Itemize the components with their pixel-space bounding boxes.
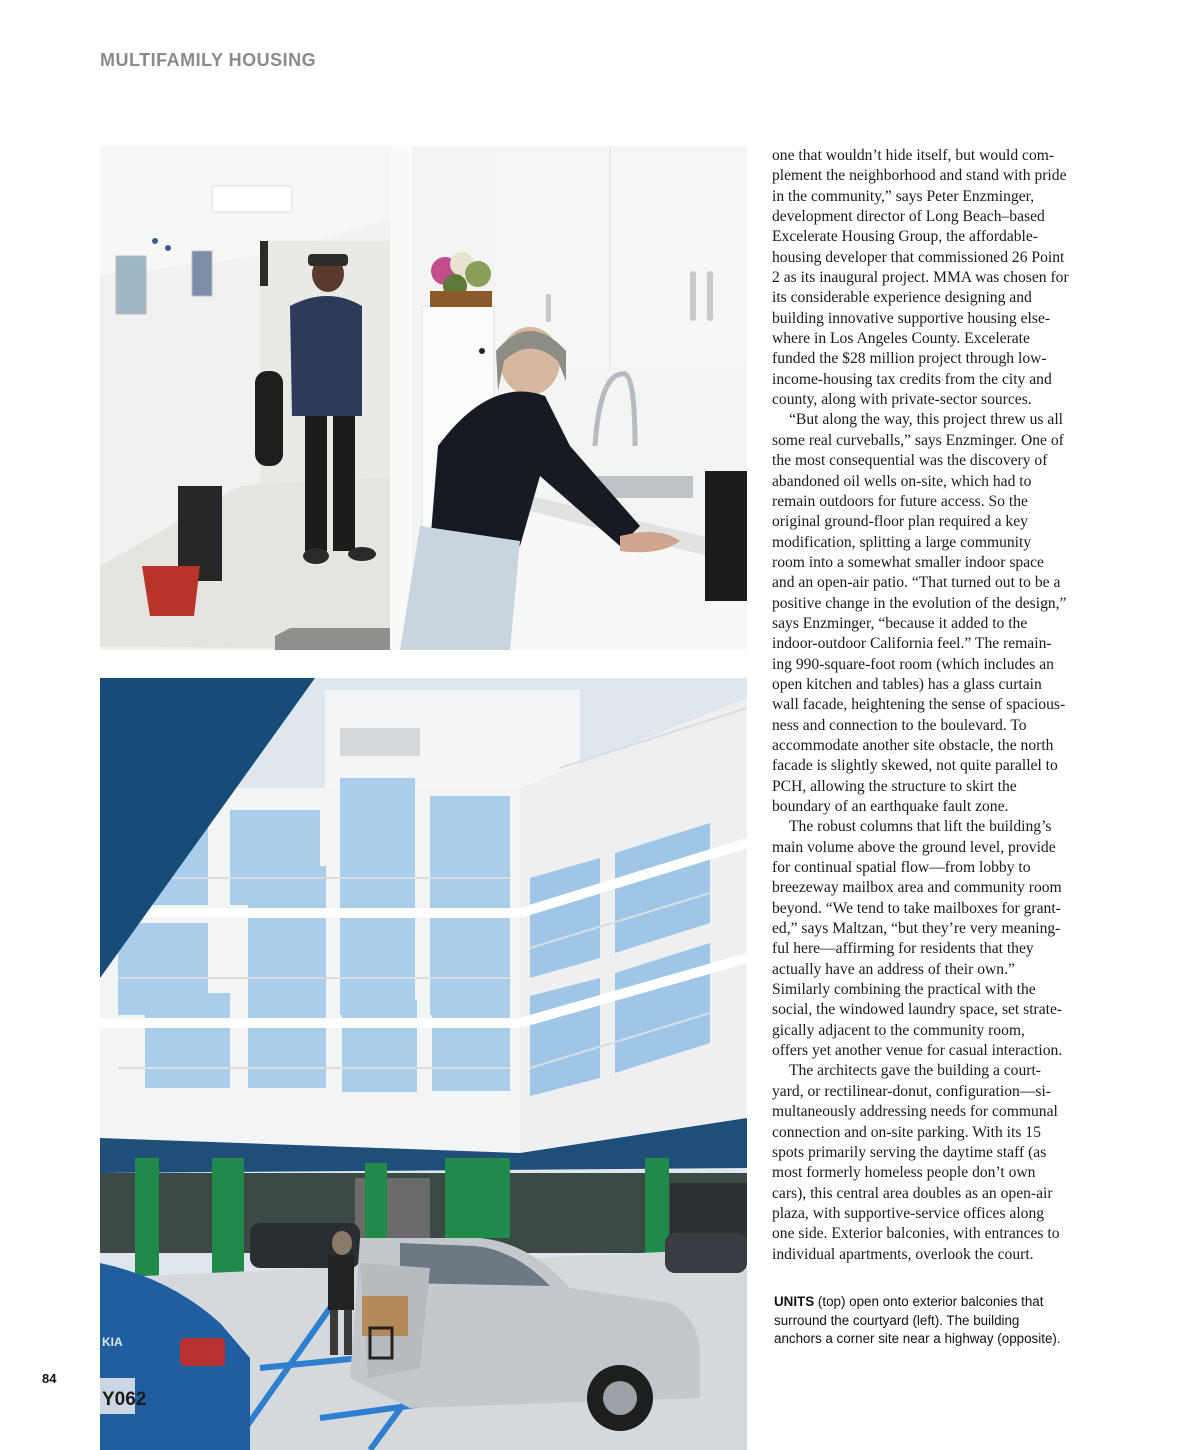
body-text-line: ing 990-square-foot room (which includes an [772, 655, 1054, 673]
body-text-line: in the community,” says Peter Enzminger, [772, 187, 1035, 205]
body-text-line: offers yet another venue for casual interaction. [772, 1042, 1063, 1060]
article-body-column [772, 146, 1084, 1265]
body-text-line: multaneously addressing needs for communal [772, 1103, 1058, 1121]
body-text-line: development director of Long Beach–based [772, 208, 1045, 226]
body-text-line: ness and connection to the boulevard. To [772, 716, 1027, 734]
body-text-line: connection and on-site parking. With its 15 [772, 1123, 1041, 1141]
car-badge-text: KIA [102, 1335, 123, 1349]
body-text-line: spots primarily serving the daytime staff (as [772, 1143, 1047, 1161]
body-text-line: remain outdoors for future access. So the [772, 492, 1028, 510]
body-text-line: original ground-floor plan required a key [772, 513, 1028, 531]
body-text-line: The architects gave the building a court- [789, 1062, 1041, 1080]
caption-line-2: surround the courtyard (left). The building [774, 1312, 1020, 1328]
body-text-line: funded the $28 million project through low- [772, 350, 1047, 368]
caption-line-1 [774, 1293, 1094, 1312]
body-text-line: indoor-outdoor California feel.” The remain- [772, 635, 1052, 653]
courtyard-photo [100, 678, 747, 1450]
body-text-line: ed,” says Maltzan, “but they’re very meaning- [772, 920, 1061, 938]
body-text-line: beyond. “We tend to take mailboxes for grant- [772, 899, 1061, 917]
body-text-line: “But along the way, this project threw us all [789, 411, 1063, 429]
body-text-line: gically adjacent to the community room, [772, 1021, 1025, 1039]
body-text-line: says Enzminger, “because it added to the [772, 614, 1028, 632]
body-text-line: open kitchen and tables) has a glass curtain [772, 675, 1042, 693]
body-text-line: cars), this central area doubles as an open-air [772, 1184, 1053, 1202]
body-text-line: most formerly homeless people don’t own [772, 1164, 1036, 1182]
body-text-line: 2 as its inaugural project. MMA was chosen for [772, 269, 1069, 287]
body-text-line: the most consequential was the discovery of [772, 452, 1048, 470]
body-text-line: individual apartments, overlook the court. [772, 1245, 1034, 1263]
body-text-line: PCH, allowing the structure to skirt the [772, 777, 1017, 795]
unit-kitchen-photo [100, 146, 747, 650]
body-text-line: positive change in the evolution of the design,” [772, 594, 1067, 612]
body-text-line: Similarly combining the practical with the [772, 981, 1036, 999]
body-text-line: Excelerate Housing Group, the affordable- [772, 228, 1038, 246]
body-text-line: ful here—affirming for residents that they [772, 940, 1034, 958]
body-text-line: wall facade, heightening the sense of spacious- [772, 696, 1066, 714]
body-text-line: its considerable experience designing and [772, 289, 1032, 307]
body-text-line: actually have an address of their own.” [772, 960, 1015, 978]
body-text-line: yard, or rectilinear-donut, configuration—si- [772, 1082, 1051, 1100]
caption-text-1: (top) open onto exterior balconies that [814, 1294, 1044, 1309]
body-text-line: main volume above the ground level, provide [772, 838, 1056, 856]
section-header: MULTIFAMILY HOUSING [100, 50, 317, 70]
body-text-line: for continual spatial flow—from lobby to [772, 859, 1031, 877]
body-text-line: building innovative supportive housing else- [772, 309, 1051, 327]
body-text-line: some real curveballs,” says Enzminger. One of [772, 431, 1064, 449]
body-text-line: housing developer that commissioned 26 Point [772, 248, 1065, 266]
body-text-line: one side. Exterior balconies, with entrances to [772, 1225, 1060, 1243]
license-plate-text: Y062 [102, 1389, 147, 1410]
body-text-line: plement the neighborhood and stand with pride [772, 167, 1067, 185]
caption-lead: UNITS [774, 1294, 815, 1309]
body-text-line: one that wouldn’t hide itself, but would com- [772, 147, 1055, 164]
body-text-line: modification, splitting a large community [772, 533, 1032, 551]
body-text-line: facade is slightly skewed, not quite parallel to [772, 757, 1058, 775]
body-text-line: and an open-air patio. “That turned out to be a [772, 574, 1061, 592]
page-number: 84 [42, 1371, 57, 1386]
body-text-line: The robust columns that lift the building’s [789, 818, 1052, 836]
body-text-line: income-housing tax credits from the city and [772, 370, 1052, 388]
body-text-line: county, along with private-sector sources. [772, 391, 1032, 409]
body-text-line: where in Los Angeles County. Excelerate [772, 330, 1030, 348]
body-text-line: plaza, with supportive-service offices along [772, 1204, 1045, 1222]
body-text-line: abandoned oil wells on-site, which had to [772, 472, 1032, 490]
body-text-line: boundary of an earthquake fault zone. [772, 798, 1009, 815]
body-text-line: social, the windowed laundry space, set strate- [772, 1001, 1063, 1019]
body-text-line: accommodate another site obstacle, the north [772, 736, 1054, 754]
body-text-line: room into a somewhat smaller indoor space [772, 553, 1044, 571]
body-text-line: breezeway mailbox area and community room [772, 879, 1062, 897]
photo-caption [774, 1293, 1094, 1349]
caption-line-3: anchors a corner site near a highway (opposite). [774, 1331, 1061, 1346]
